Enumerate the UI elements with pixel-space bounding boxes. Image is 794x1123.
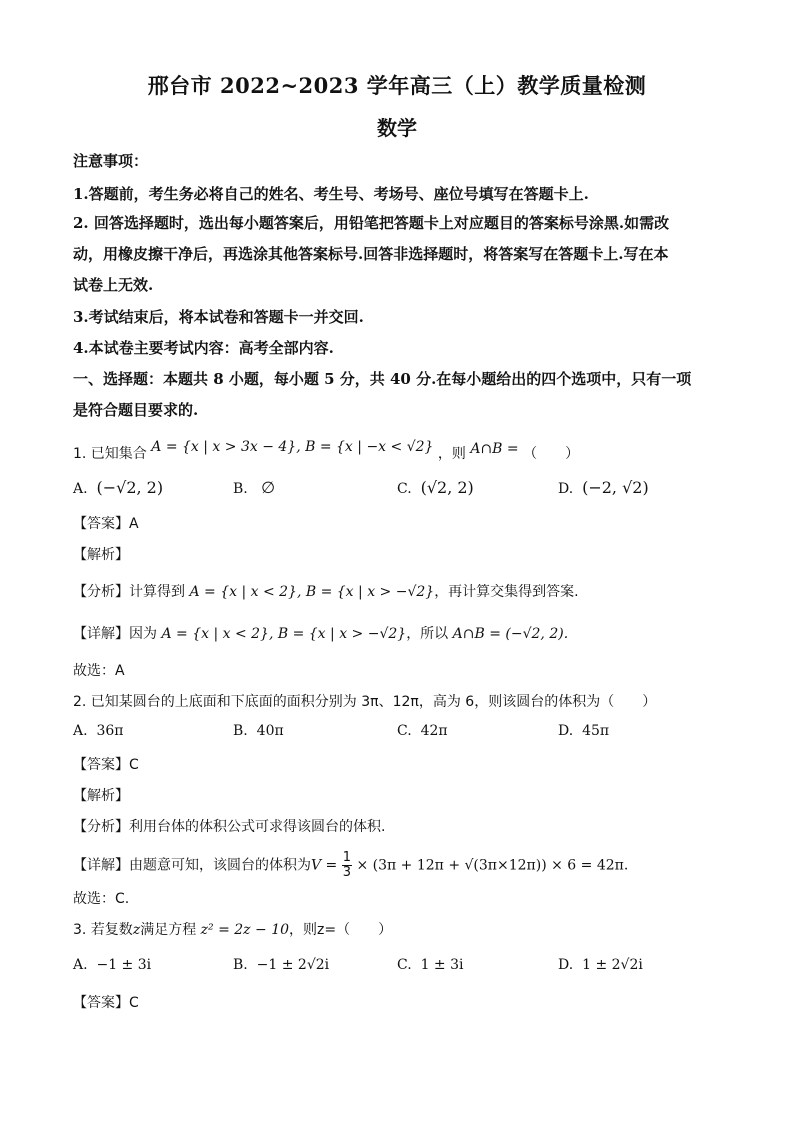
- q3-variable-z: z: [132, 922, 141, 938]
- q2-option-b-label: B.: [233, 723, 248, 739]
- q3-option-b: [233, 957, 329, 973]
- q3-stem-mid: 满足方程: [140, 922, 197, 938]
- q1-option-c-label: C.: [397, 481, 412, 497]
- q1-fenxi-line: [73, 582, 723, 602]
- q2-xiangjie-line: [73, 851, 723, 880]
- q1-stem-paren: （ ）: [523, 446, 580, 462]
- section-1-line-1: 一、选择题：本题共 8 小题，每小题 5 分，共 40 分.在每小题给出的四个选项中，只有一项: [73, 370, 692, 388]
- q2-analysis-tag: 【解析】: [73, 788, 129, 804]
- notice-heading: 注意事项：: [73, 152, 149, 170]
- q1-option-a-value: (−√2, 2): [96, 478, 164, 497]
- q2-fenxi-text: 利用台体的体积公式可求得该圆台的体积.: [129, 819, 386, 835]
- q2-fraction-numerator: 1: [342, 850, 352, 865]
- q1-option-a: [73, 478, 163, 497]
- q2-stem: 2. 已知某圆台的上底面和下底面的面积分别为 3π、12π，高为 6，则该圆台的体积为（ ）: [73, 694, 657, 710]
- q1-xiangjie-line: [73, 624, 723, 644]
- q1-stem-then: ，则: [437, 446, 466, 462]
- q1-option-d-value: (−2, √2): [582, 478, 649, 497]
- notice-item-3: 3.考试结束后，将本试卷和答题卡一并交回.: [73, 308, 364, 326]
- q1-xiangjie-expression: A = {x | x < 2}, B = {x | x > −√2}: [161, 626, 407, 642]
- q2-fraction-denominator: 3: [342, 865, 352, 880]
- q1-answer-tag: 【答案】: [73, 516, 129, 532]
- q1-xiangjie-tag: 【详解】: [73, 626, 129, 642]
- q3-stem-prefix: 3. 若复数: [73, 922, 133, 938]
- q2-xiangjie-tag: 【详解】: [73, 857, 129, 874]
- notice-item-1: 1.答题前，考生务必将自己的姓名、考生号、考场号、座位号填写在答题卡上.: [73, 185, 589, 203]
- q1-set-expression: A = {x | x > 3x − 4}, B = {x | −x < √2}: [151, 439, 434, 455]
- q1-fenxi-post: ，再计算交集得到答案.: [434, 584, 579, 600]
- q2-option-a: [73, 723, 123, 739]
- q3-answer-line: [73, 993, 723, 1013]
- q2-choose: 故选：C.: [73, 891, 130, 907]
- exam-subject: 数学: [377, 116, 417, 140]
- q2-option-a-value: 36π: [96, 723, 124, 739]
- notice-item-2-line-2: 动，用橡皮擦干净后，再选涂其他答案标号.回答非选择题时，将答案写在答题卡上.写在本: [73, 245, 669, 263]
- q1-option-b-value: ∅: [261, 478, 276, 497]
- q1-fenxi-expression: A = {x | x < 2}, B = {x | x > −√2}: [189, 584, 435, 600]
- q1-option-d-label: D.: [558, 481, 574, 497]
- q2-xiangjie-pre: 由题意可知，该圆台的体积为: [129, 857, 311, 874]
- q3-option-a-label: A.: [73, 957, 88, 973]
- q3-option-b-value: −1 ± 2√2i: [256, 957, 330, 973]
- q2-option-b-value: 40π: [256, 723, 284, 739]
- q3-option-a: [73, 957, 151, 973]
- q1-answer-line: [73, 514, 723, 534]
- q1-xiangjie-pre: 因为: [129, 626, 157, 642]
- q3-option-b-label: B.: [233, 957, 248, 973]
- q3-option-d-value: 1 ± 2√2i: [582, 957, 643, 973]
- q1-answer-value: A: [129, 516, 139, 532]
- q1-fenxi-tag: 【分析】: [73, 584, 129, 600]
- q2-fraction: [342, 851, 352, 880]
- q2-answer-value: C: [129, 757, 139, 773]
- q1-stem-prefix: 1. 已知集合: [73, 446, 147, 462]
- q2-option-c: [397, 723, 448, 739]
- q3-option-c-value: 1 ± 3i: [420, 957, 464, 973]
- q2-volume-symbol: V =: [311, 857, 338, 874]
- notice-item-2-line-3: 试卷上无效.: [73, 276, 154, 294]
- q2-option-c-label: C.: [397, 723, 412, 739]
- q1-analysis-tag: 【解析】: [73, 547, 129, 563]
- q1-intersection-expression: A∩B =: [470, 441, 519, 457]
- q2-option-b: [233, 723, 284, 739]
- q3-option-a-value: −1 ± 3i: [96, 957, 152, 973]
- q3-stem-end: z=（ ）: [317, 922, 393, 938]
- q3-answer-value: C: [129, 995, 139, 1011]
- q2-option-c-value: 42π: [420, 723, 448, 739]
- q3-option-c: [397, 957, 464, 973]
- q1-option-d: [558, 478, 649, 497]
- q3-option-d-label: D.: [558, 957, 574, 973]
- q2-option-d: [558, 723, 609, 739]
- notice-item-4: 4.本试卷主要考试内容：高考全部内容.: [73, 339, 334, 357]
- q2-fenxi-line: [73, 817, 723, 837]
- q1-choose: 故选：A: [73, 663, 125, 679]
- q3-stem-suffix: ，则: [289, 922, 318, 938]
- q2-answer-tag: 【答案】: [73, 757, 129, 773]
- q2-option-a-label: A.: [73, 723, 88, 739]
- q3-answer-tag: 【答案】: [73, 995, 129, 1011]
- q1-option-c: [397, 478, 474, 497]
- q3-option-c-label: C.: [397, 957, 412, 973]
- section-1-line-2: 是符合题目要求的.: [73, 401, 199, 419]
- q2-volume-expression: × (3π + 12π + √(3π×12π)) × 6 = 42π.: [356, 857, 629, 874]
- q1-option-b: [233, 478, 275, 497]
- q3-equation: z² = 2z − 10: [200, 922, 290, 938]
- q1-xiangjie-intersection: A∩B = (−√2, 2).: [452, 626, 569, 642]
- q1-stem: [73, 439, 723, 464]
- q2-option-d-label: D.: [558, 723, 574, 739]
- q2-option-d-value: 45π: [582, 723, 610, 739]
- q3-option-d: [558, 957, 643, 973]
- q1-fenxi-pre: 计算得到: [129, 584, 185, 600]
- q1-option-c-value: (√2, 2): [420, 478, 474, 497]
- q2-fenxi-tag: 【分析】: [73, 819, 129, 835]
- exam-title: 邢台市 2022~2023 学年高三（上）教学质量检测: [147, 73, 647, 98]
- q1-option-b-label: B.: [233, 481, 248, 497]
- q2-answer-line: [73, 755, 723, 775]
- notice-item-2-line-1: 2. 回答选择题时，选出每小题答案后，用铅笔把答题卡上对应题目的答案标号涂黑.如需改: [73, 214, 670, 232]
- q3-stem: [73, 920, 723, 940]
- q1-option-a-label: A.: [73, 481, 88, 497]
- q1-xiangjie-mid: ，所以: [406, 626, 449, 642]
